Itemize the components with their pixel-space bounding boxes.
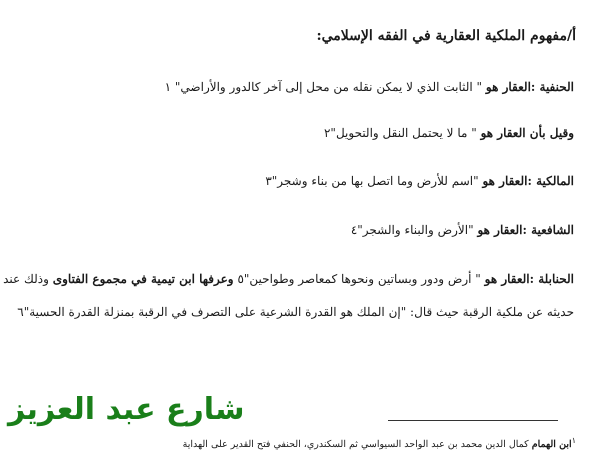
footnote-number: ١ xyxy=(571,436,576,445)
footnote-separator xyxy=(388,420,558,421)
definition-text: "اسم للأرض وما اتصل بها من بناء وشجر"٣ xyxy=(265,174,479,188)
school-label: المالكية :العقار هو xyxy=(482,174,574,188)
definition-tail: وذلك عند xyxy=(3,272,49,286)
school-label: الشافعية :العقار هو xyxy=(477,223,574,237)
definition-text: " الثابت الذي لا يمكن نقله من محل إلى آخر كالدور والأراضي" ١ xyxy=(164,80,483,94)
ibn-taymiyya-reference: وعرفها ابن تيمية في مجموع الفتاوى xyxy=(52,272,234,286)
shafii-definition xyxy=(24,223,574,237)
school-label: وقيل بأن العقار هو xyxy=(480,126,574,140)
definition-text: "الأرض والبناء والشجر"٤ xyxy=(350,223,474,237)
footnote xyxy=(183,436,576,450)
school-label: الحنابلة :العقار هو xyxy=(484,272,574,286)
definition-text: " أرض ودور وبساتين ونحوها كمعاصر وطواحين"٥ xyxy=(237,272,481,286)
hanbali-definition xyxy=(3,272,574,286)
hanafi-definition xyxy=(24,80,574,94)
definition-text: " ما لا يحتمل النقل والتحويل"٢ xyxy=(323,126,477,140)
alternate-definition xyxy=(24,126,574,140)
school-label: الحنفية :العقار هو xyxy=(485,80,574,94)
footnote-text: كمال الدين محمد بن عبد الواحد السيواسي ثم السكندري، الحنفي فتح القدير على الهداية xyxy=(182,439,529,450)
continuation-line: حديثه عن ملكية الرقبة حيث قال: "إن الملك هو القدرة الشرعية على التصرف في الرقبة بمنزلة القدرة الحسية"٦ xyxy=(17,305,574,319)
watermark-text: شارع عبد العزيز xyxy=(8,392,245,427)
section-heading: أ/مفهوم الملكية العقارية في الفقه الإسلامي: xyxy=(316,28,576,44)
footnote-author: ابن الهمام xyxy=(531,439,572,450)
maliki-definition xyxy=(24,174,574,188)
